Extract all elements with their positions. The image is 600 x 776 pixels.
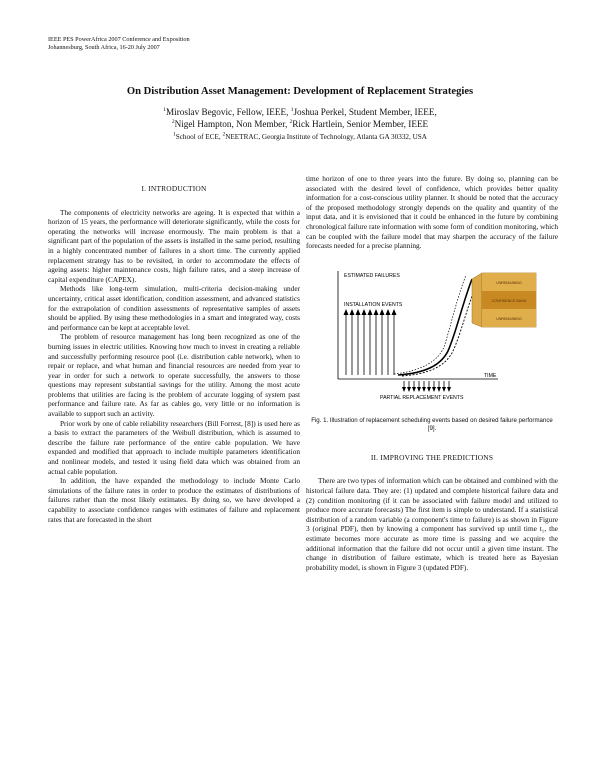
author-affiliation: $^1$School of ECE, $^2$NEETRAC, Georgia Institute of Technology, Atlanta GA 30332, USA	[172, 131, 427, 141]
confidence-band-legend	[472, 273, 536, 327]
conference-name: IEEE PES PowerAfrica 2007 Conference and Exposition	[48, 36, 190, 43]
intro-paragraph-5: In addition, the have expanded the methodology to include Monte Carlo simulations of the failure rates in order to produce the estimates of distributions of failures rather than the most likely estimates. By doing so, we have developed a capability to associate confidence ranges with estimates of failure and replacement rates that are forecasted in the short	[48, 476, 300, 524]
installation-arrows	[346, 313, 394, 375]
figure-1-caption: Fig. 1. Illustration of replacement scheduling events based on desired failure performance [9].	[311, 416, 553, 432]
author-line-1: $^1$Miroslav Begovic, Fellow, IEEE, $^1$Joshua Perkel, Student Member, IEEE,	[163, 106, 437, 117]
label-time: TIME	[484, 372, 497, 379]
intro-paragraph-4: Prior work by one of cable reliability researchers (Bill Forrest, [8]) is used here as a basis to extract the parameters of the Weibull distribution, which is assumed to describe the failure rate performance of the entire cable population. We have expanded and modified that approach to include multiple parameters identification and nonlinear models, and tested it using field data which was obtained from an actual cable population.	[48, 418, 300, 476]
band-label-1: UNREMAINING	[496, 280, 522, 285]
band-label-2: CONFIDENCE BAND	[491, 298, 527, 303]
section-heading-introduction: I. INTRODUCTION	[141, 184, 207, 193]
author-line-2: $^2$Nigel Hampton, Non Member, $^2$Rick Hartlein, Senior Member, IEEE	[171, 119, 429, 130]
paper-title: On Distribution Asset Management: Development of Replacement Strategies	[126, 86, 474, 97]
failure-curve	[398, 279, 472, 375]
section-heading-improving: II. IMPROVING THE PREDICTIONS	[370, 452, 494, 462]
right-column	[306, 174, 558, 572]
figure-1	[306, 265, 558, 415]
replacement-arrowheads	[402, 387, 451, 392]
installation-arrowheads	[344, 309, 397, 315]
failure-curve-upper	[394, 275, 466, 374]
right-paragraph-1: time horizon of one to three years into the future. By doing so, planning can be associated with the desired level of confidence, which provides better quality information for a cost-conscious utility planner. It should be noted that the accuracy of the proposed methodology strongly depends on the quality and quantity of the input data, and it is envisioned that it could be enhanced in the future by combining chronological failure rate information with some form of condition monitoring, which can be coupled with the failure model that may sharpen the accuracy of the failure forecasts needed for a precise planning.	[306, 174, 558, 251]
improve-paragraph-1: There are two types of information which can be obtained and combined with the historical failure data. They are: (1) updated and complete historical failure data and (2) condition monitoring (if it can be associated with failure model and utilized to produce more accurate forecasts) The first item is simple to understand. If a statistical distribution of a random variable (a component's time to failure) is as shown in Figure 3 (original PDF), then by knowing a component has survived up until time t₁, the estimate becomes more accurate as more time is passing and we acquire the additional information that the failure did not occur until a given time instant. The change in distribution of failure estimate, which is treated here as Bayesian probability model, is shown in Figure 3 (updated PDF).	[306, 476, 558, 572]
replacement-arrows	[404, 381, 449, 391]
left-column	[48, 178, 300, 524]
label-partial-replacement: PARTIAL REPLACEMENT EVENTS	[380, 394, 464, 401]
intro-paragraph-2: Methods like long-term simulation, multi-criteria decision-making under uncertainty, critical asset identification, condition assessment, and advanced statistics for the extrapolation of condition assessments of representative samples of assets should be applied. By using these methodologies in a smart and integrated way, costs and performance can be kept at acceptable level.	[48, 284, 300, 332]
label-estimated-failures: ESTIMATED FAILURES	[344, 272, 400, 279]
author-block	[0, 106, 600, 143]
intro-paragraph-3: The problem of resource management has long been recognized as one of the burning issues in electric utilities. Knowing how much to invest in creating a reliable and successfully performing resource pool (i.e. distribution cable network), when to repair or replace, and what human and financial resources are needed from year to year in order for such a network to operate successfully, the answers to those questions may represent substantial savings for the utility. Among the most acute problems that utilities are facing is the problem of accurate logging of system past performance and failure rate. As far as cables go, very little or no information is available to support such an activity.	[48, 332, 300, 419]
intro-paragraph-1: The components of electricity networks are ageing. It is expected that within a horizon of 15 years, the performance will deteriorate significantly, while the costs for operating the networks will increase enormously. The main problem is that a significant part of the population of the assets is installed in the same period, resulting in a highly concentrated number of failures in a short time. The currently applied replacement strategy has to be revisited, in order to accommodate the effects of ageing assets: higher maintenance costs, high failure rates, and a steep increase of capital expenditure (CAPEX).	[48, 207, 300, 284]
conference-location: Johannesburg, South Africa, 16-20 July 2007	[48, 44, 160, 51]
band-label-3: UNREMAINING	[496, 316, 522, 321]
conference-header	[48, 36, 190, 52]
replacement-events-diagram	[306, 265, 558, 415]
label-installation-events: INSTALLATION EVENTS	[344, 301, 403, 308]
